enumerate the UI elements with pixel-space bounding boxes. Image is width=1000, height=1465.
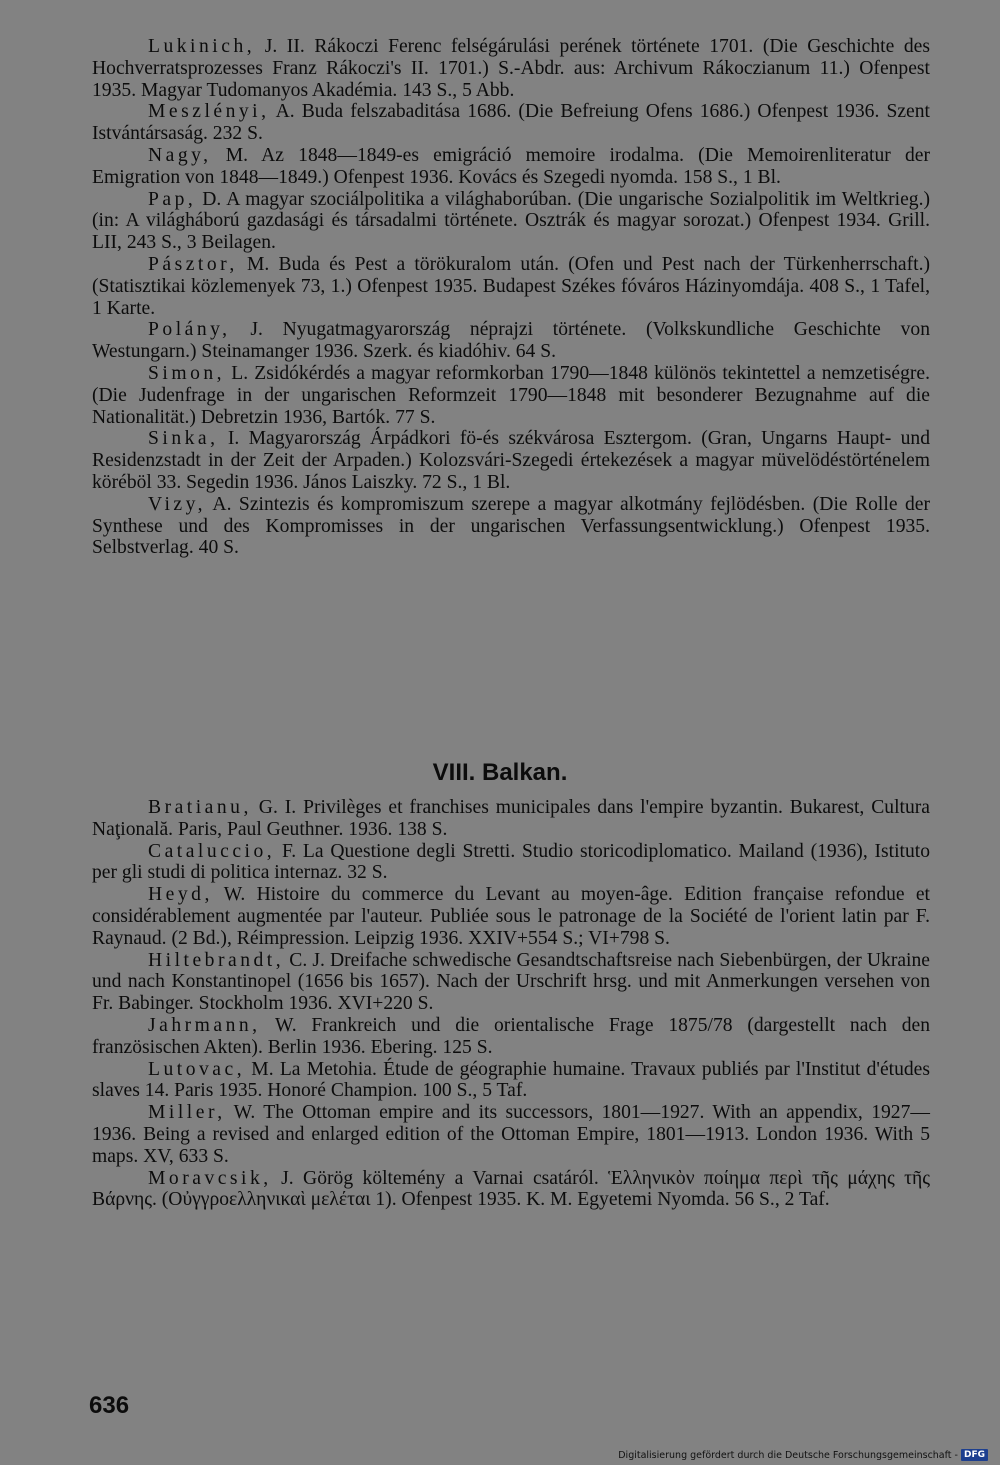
page-number: 636 — [89, 1392, 130, 1419]
credit-text: Digitalisierung gefördert durch die Deutsche Forschungsgemeinschaft - — [618, 1449, 958, 1461]
bibliography-hungary-continued — [92, 36, 930, 559]
entry-citation: F. La Questione degli Stretti. Studio storicodiplomatico. Mailand (1936), Istituto per gli studi di politica internaz. 32 S. — [92, 840, 930, 884]
section-heading: VIII. Balkan. — [432, 759, 568, 786]
bibliography-entry — [92, 797, 930, 841]
entry-citation: J. II. Rákoczi Ferenc felségárulási perének története 1701. (Die Geschichte des Hochverratsprozesses Franz Rákoczi's II. 1701.) S.-Abdr. aus: Archivum Rákoczianum 11.) Ofenpest 1935. Magyar Tudomanyos Akadémia. 143 S., 5 Abb. — [92, 36, 930, 101]
bibliography-entry — [92, 1015, 930, 1059]
bibliography-entry — [92, 841, 930, 885]
entry-citation: W. Histoire du commerce du Levant au moyen-âge. Edition française refondue et considérablement augmentée par l'auteur. Publiée sous le patronage de la Société de l'orient latin par F. Raynaud. (2 Bd.), Réimpression. Leipzig 1936. XXIV+554 S.; VI+798 S. — [92, 884, 930, 949]
dfg-logo: DFG — [961, 1449, 988, 1461]
entry-citation: I. Magyarország Árpádkori fö-és székvárosa Esztergom. (Gran, Ungarns Haupt- und Residenzstadt in der Zeit der Arpaden.) Kolozsvári-Szegedi értekezések a magyar müvelödéstörténelem köréböl 33. Segedin 1936. János Laiszky. 72 S., 1 Bl. — [92, 428, 930, 493]
entry-citation: W. Frankreich und die orientalische Frage 1875/78 (dargestellt nach den französischen Akten). Berlin 1936. Ebering. 125 S. — [92, 1014, 930, 1058]
bibliography-entry — [92, 950, 930, 1015]
entry-author: Lutovac, — [148, 1058, 246, 1080]
entry-author: Pap, — [148, 188, 197, 210]
entry-author: Moravcsik, — [148, 1167, 272, 1189]
entry-citation: D. A magyar szociálpolitika a világhaborúban. (Die ungarische Sozialpolitik im Weltkrieg.) (in: A világháború gazdasági és társadalmi története. Osztrák és magyar sorozat.) Ofenpest 1934. Grill. LII, 243 S., 3 Beilagen. — [92, 188, 930, 254]
entry-author: Heyd, — [148, 884, 213, 906]
bibliography-entry — [92, 36, 930, 101]
bibliography-entry — [92, 363, 930, 428]
entry-citation: M. Buda és Pest a törökuralom után. (Ofen und Pest nach der Türkenherrschaft.) (Statisztikai közlemenyek 73, 1.) Ofenpest 1935. Budapest Székes fóváros Házinyomdája. 408 S., 1 Tafel, 1 Karte. — [92, 253, 930, 319]
bibliography-entry — [92, 1102, 930, 1167]
bibliography-entry — [92, 101, 930, 145]
entry-author: Lukinich, — [148, 36, 256, 57]
bibliography-entry — [92, 884, 930, 949]
bibliography-entry — [92, 494, 930, 559]
entry-citation: M. La Metohia. Étude de géographie humaine. Travaux publiés par l'Institut d'études slaves 14. Paris 1935. Honoré Champion. 100 S., 5 Taf. — [92, 1058, 930, 1102]
bibliography-entry — [92, 189, 930, 254]
bibliography-entry — [92, 1059, 930, 1103]
entry-author: Simon, — [148, 362, 226, 384]
entry-citation: J. Nyugatmagyarország néprajzi története. (Volkskundliche Geschichte von Westungarn.) Steinamanger 1936. Szerk. és kiadóhiv. 64 S. — [92, 319, 930, 363]
entry-author: Polány, — [148, 319, 231, 341]
entry-citation: M. Az 1848—1849-es emigráció memoire irodalma. (Die Memoirenliteratur der Emigration von 1848—1849.) Ofenpest 1936. Kovács és Szegedi nyomda. 158 S., 1 Bl. — [92, 144, 930, 188]
bibliography-entry — [92, 254, 930, 319]
entry-author: Vizy, — [148, 493, 207, 515]
entry-citation: G. I. Privilèges et franchises municipales dans l'empire byzantin. Bukarest, Cultura Naţională. Paris, Paul Geuthner. 1936. 138 S. — [92, 797, 930, 840]
entry-author: Miller, — [148, 1102, 226, 1124]
entry-author: Jahrmann, — [148, 1014, 261, 1036]
digitization-credit — [618, 1449, 988, 1461]
bibliography-balkan — [92, 797, 930, 1211]
entry-author: Pásztor, — [148, 253, 238, 275]
entry-citation: A. Buda felszabaditása 1686. (Die Befreiung Ofens 1686.) Ofenpest 1936. Szent Istvántársaság. 232 S. — [92, 101, 930, 145]
entry-author: Hiltebrandt, — [148, 949, 285, 971]
bibliography-entry — [92, 319, 930, 363]
entry-author: Nagy, — [148, 144, 212, 166]
entry-author: Cataluccio, — [148, 840, 276, 862]
entry-citation: W. The Ottoman empire and its successors, 1801—1927. With an appendix, 1927—1936. Being a revised and enlarged edition of the Ottoman Empire, 1801—1913. London 1936. With 5 maps. XV, 633 S. — [92, 1102, 930, 1167]
entry-citation: C. J. Dreifache schwedische Gesandtschaftsreise nach Siebenbürgen, der Ukraine und nach Konstantinopel (1656 bis 1657). Nach der Urschrift hrsg. und mit Anmerkungen versehen von Fr. Babinger. Stockholm 1936. XVI+220 S. — [92, 949, 930, 1015]
entry-citation: A. Szintezis és kompromiszum szerepe a magyar alkotmány fejlödésben. (Die Rolle der Synthese und des Kompromisses in der ungarischen Verfassungsentwicklung.) Ofenpest 1935. Selbstverlag. 40 S. — [92, 493, 930, 559]
bibliography-entry — [92, 1168, 930, 1212]
bibliography-entry — [92, 428, 930, 493]
entry-citation: L. Zsidókérdés a magyar reformkorban 1790—1848 különös tekintettel a nemzetiségre. (Die Judenfrage in der ungarischen Reformzeit 1790—1848 mit besonderer Bezugnahme auf die Nationalität.) Debretzin 1936, Bartók. 77 S. — [92, 362, 930, 428]
entry-citation: J. Görög költemény a Varnai csatáról. Ἑλληνικὸν ποίημα περὶ τῆς μάχης τῆς Βάρνης. (Οὐγγροελληνικαὶ μελέται 1). Ofenpest 1935. K. M. Egyetemi Nyomda. 56 S., 2 Taf. — [92, 1167, 930, 1211]
entry-author: Sinka, — [148, 428, 219, 450]
entry-author: Meszlényi, — [148, 101, 270, 123]
entry-author: Bratianu, — [148, 797, 252, 818]
bibliography-entry — [92, 145, 930, 189]
